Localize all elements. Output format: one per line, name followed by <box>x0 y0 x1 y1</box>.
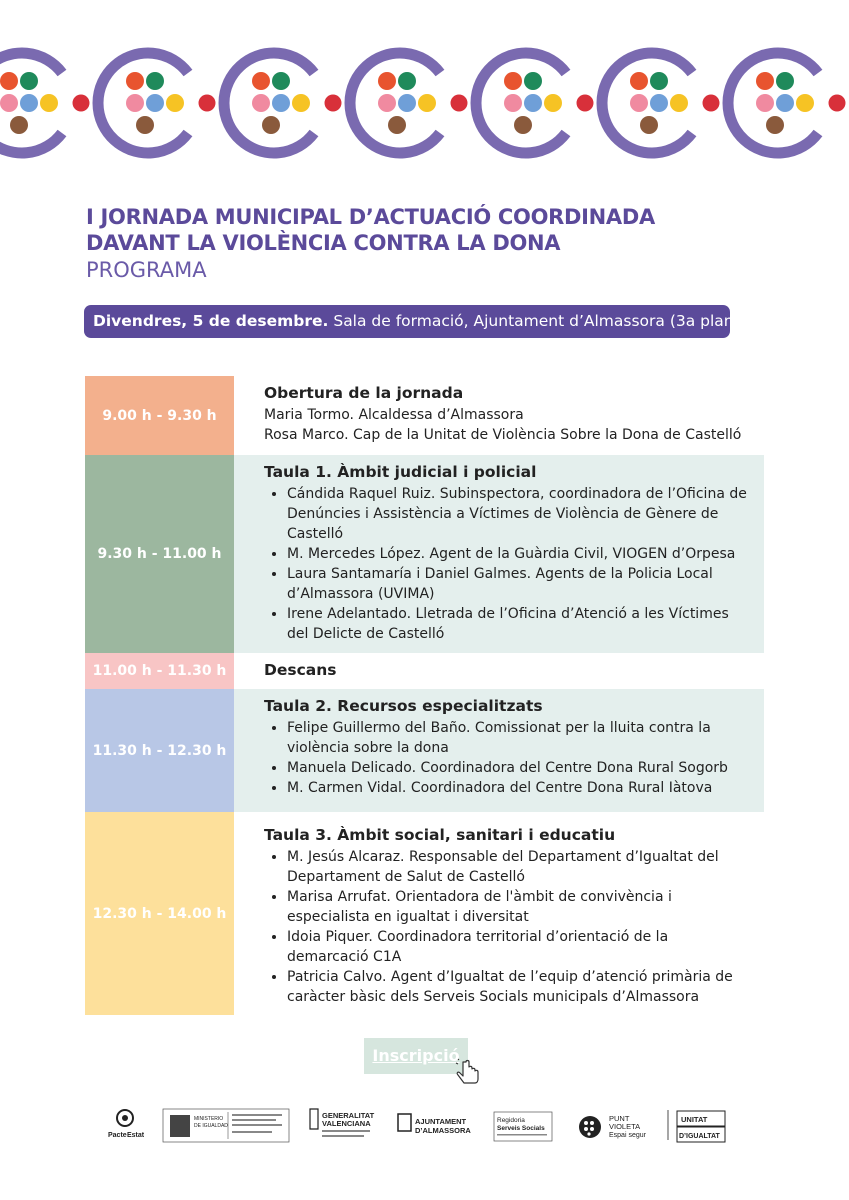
speaker-item: • M. Jesús Alcaraz. Responsable del Departament d’Igualtat del Departament de Salut de Castelló <box>287 847 754 887</box>
dot <box>262 116 280 134</box>
dot <box>766 116 784 134</box>
schedule-row <box>85 376 764 455</box>
speaker-line: Maria Tormo. Alcaldessa d’Almassora <box>264 407 524 423</box>
decorative-banner <box>0 0 849 160</box>
dot <box>0 72 18 90</box>
hand-pointer-icon <box>454 1058 484 1088</box>
session-title: Taula 1. Àmbit judicial i policial <box>264 463 537 481</box>
dot <box>126 94 144 112</box>
dot <box>136 116 154 134</box>
pacte-estat-logo <box>108 1110 145 1139</box>
session-content <box>234 455 764 653</box>
time-slot: 9.30 h - 11.00 h <box>85 455 234 653</box>
dot <box>630 72 648 90</box>
punt-label: PUNT <box>609 1114 630 1123</box>
dot <box>252 72 270 90</box>
title-line-1: I JORNADA MUNICIPAL D’ACTUACIÓ COORDINADA <box>86 205 655 229</box>
ajuntament-label: AJUNTAMENT <box>415 1117 467 1126</box>
almassora-label: D’ALMASSORA <box>415 1126 471 1135</box>
time-slot: 11.30 h - 12.30 h <box>85 689 234 812</box>
dot <box>524 72 542 90</box>
generalitat-label: GENERALITAT <box>322 1111 375 1120</box>
dot <box>126 72 144 90</box>
estat-label: Estat <box>127 1132 145 1139</box>
inscription-button[interactable]: Inscripció <box>364 1038 468 1074</box>
unitat-igualtat-logo <box>677 1111 725 1142</box>
dot <box>252 94 270 112</box>
dot <box>451 95 468 112</box>
dot <box>166 94 184 112</box>
generalitat-valenciana-logo <box>310 1109 375 1137</box>
dot <box>776 72 794 90</box>
speaker-line: Rosa Marco. Cap de la Unitat de Violència Sobre la Dona de Castelló <box>264 427 742 443</box>
punt-violeta-logo <box>579 1110 668 1140</box>
dot <box>272 94 290 112</box>
dot <box>398 94 416 112</box>
session-content <box>234 812 764 1015</box>
session-title: Taula 2. Recursos especialitzats <box>264 697 543 715</box>
dot <box>20 94 38 112</box>
dot <box>292 94 310 112</box>
regidoria-serveis-socials-logo <box>494 1112 552 1141</box>
speaker-item: • Manuela Delicado. Coordinadora del Centre Dona Rural Sogorb <box>287 758 754 778</box>
igualtat-label: D’IGUALTAT <box>679 1133 720 1140</box>
espai-segur-label: Espai segur <box>609 1132 646 1139</box>
speaker-item: • Cándida Raquel Ruiz. Subinspectora, coordinadora de l’Oficina de Denúncies i Assistència a Víctimes de Violència de Gènere de Castelló <box>287 484 754 544</box>
violeta-label: VIOLETA <box>609 1122 641 1131</box>
schedule-row <box>85 812 764 1015</box>
igualdad-label: DE IGUALDAD <box>194 1123 228 1129</box>
program-subtitle: PROGRAMA <box>86 258 207 282</box>
session-content <box>234 689 764 812</box>
dot <box>776 94 794 112</box>
speaker-item: • Felipe Guillermo del Baño. Comissionat per la lluita contra la violència sobre la dona <box>287 718 754 758</box>
session-content <box>234 376 764 455</box>
dot <box>10 116 28 134</box>
dot <box>418 94 436 112</box>
valenciana-label: VALENCIANA <box>322 1119 371 1128</box>
dot <box>378 94 396 112</box>
speaker-item: • Idoia Piquer. Coordinadora territorial d’orientació de la demarcació C1A <box>287 927 754 967</box>
dot <box>146 72 164 90</box>
schedule-row <box>85 689 764 812</box>
dot <box>670 94 688 112</box>
time-slot: 9.00 h - 9.30 h <box>85 376 234 455</box>
date-text: Divendres, 5 de desembre. <box>93 312 329 330</box>
speaker-list <box>264 484 754 644</box>
ministerio-label: MINISTERIO <box>194 1116 224 1122</box>
unitat-label: UNITAT <box>681 1115 708 1124</box>
title-line-2: DAVANT LA VIOLÈNCIA CONTRA LA DONA <box>86 231 561 255</box>
session-title: Taula 3. Àmbit social, sanitari i educatiu <box>264 826 616 844</box>
session-content <box>234 653 764 689</box>
dot <box>650 94 668 112</box>
schedule-row <box>85 455 764 653</box>
session-title: Descans <box>264 661 337 679</box>
dot <box>325 95 342 112</box>
dot <box>524 94 542 112</box>
dot <box>630 94 648 112</box>
time-slot: 11.00 h - 11.30 h <box>85 653 234 689</box>
speaker-list <box>264 847 754 1007</box>
dot <box>272 72 290 90</box>
dot <box>577 95 594 112</box>
dot <box>199 95 216 112</box>
ministerio-igualdad-logo <box>163 1109 289 1142</box>
dot <box>703 95 720 112</box>
speaker-item: • M. Carmen Vidal. Coordinadora del Centre Dona Rural Iàtova <box>287 778 754 798</box>
dot <box>146 94 164 112</box>
dot <box>756 94 774 112</box>
serveis-socials-label: Serveis Socials <box>497 1125 545 1132</box>
ajuntament-almassora-logo <box>398 1114 471 1135</box>
speaker-item: • Marisa Arrufat. Orientadora de l'àmbit de convivència i especialista en igualtat i diversitat <box>287 887 754 927</box>
dot <box>504 94 522 112</box>
speaker-item: • Laura Santamaría i Daniel Galmes. Agents de la Policia Local d’Almassora (UVIMA) <box>287 564 754 604</box>
dot <box>378 72 396 90</box>
dot <box>796 94 814 112</box>
pacte-label: Pacte <box>108 1132 127 1139</box>
location-text: Sala de formació, Ajuntament d’Almassora (3a planta) <box>328 312 756 330</box>
dot <box>388 116 406 134</box>
dot <box>829 95 846 112</box>
session-title: Obertura de la jornada <box>264 384 464 402</box>
speaker-item: • M. Mercedes López. Agent de la Guàrdia Civil, VIOGEN d’Orpesa <box>287 544 754 564</box>
dot <box>0 94 18 112</box>
dot <box>650 72 668 90</box>
time-slot: 12.30 h - 14.00 h <box>85 812 234 1015</box>
schedule-row <box>85 653 764 689</box>
dot <box>514 116 532 134</box>
dot <box>398 72 416 90</box>
dot <box>756 72 774 90</box>
dot <box>504 72 522 90</box>
dot <box>640 116 658 134</box>
speaker-item: • Irene Adelantado. Lletrada de l’Oficina d’Atenció a les Víctimes del Delicte de Castelló <box>287 604 754 644</box>
sponsor-logos <box>0 1100 849 1150</box>
speaker-list <box>264 718 754 798</box>
regidoria-label: Regidoria <box>497 1117 525 1124</box>
speaker-item: • Patricia Calvo. Agent d’Igualtat de l’equip d’atenció primària de caràcter bàsic dels Serveis Socials municipals d’Almassora <box>287 967 754 1007</box>
dot <box>544 94 562 112</box>
dot <box>73 95 90 112</box>
date-location-bar <box>84 305 756 338</box>
event-title <box>86 204 655 256</box>
dot <box>20 72 38 90</box>
dot <box>40 94 58 112</box>
